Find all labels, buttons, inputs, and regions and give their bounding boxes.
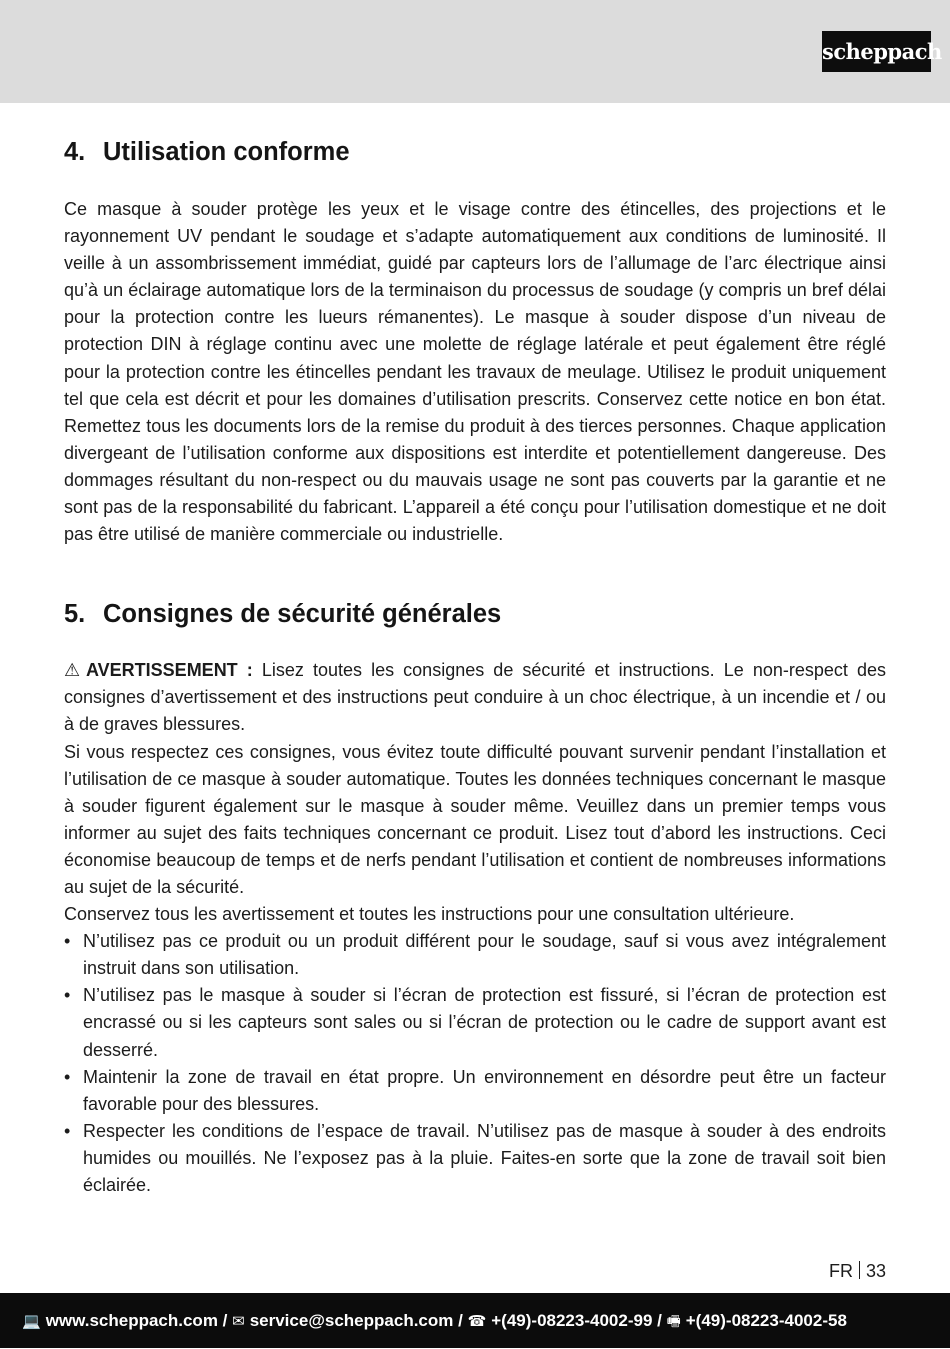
footer-website-link[interactable]: www.scheppach.com /	[45, 1311, 228, 1330]
section-4-paragraph: Ce masque à souder protège les yeux et le visage contre des étincelles, des projections et le rayonnement UV pendant le soudage et s’adapte automatiquement aux conditions de luminosité. Il veille à un assombrissement immédiat, guidé par capteurs lors de l’allumage de l’arc électrique ainsi qu’à un éclairage automatique lors de la terminaison du processus de soudage (y compris un bref délai pour la protection contre les lueurs rémanentes). Le masque à souder dispose d’un niveau de protection DIN à réglage continu avec une molette de réglage latérale et peut également être réglé pour la protection contre les étincelles pendant les travaux de meulage. Utilisez le produit uniquement tel que cela est décrit et pour les domaines d’utilisation prescrits. Conservez cette notice en bon état. Remettez tous les documents lors de la remise du produit à des tierces personnes. Chaque application divergeant de l’utilisation conforme aux dispositions est interdite et potentiellement dangereuse. Des dommages résultant du non-respect ou du mauvais usage ne sont pas couverts par la garantie et ne sont pas de la responsabilité du fabricant. L’appareil a été conçu pour l’utilisation domestique et ne doit pas être utilisé de manière commerciale ou industrielle.	[64, 199, 886, 545]
document-content	[64, 128, 886, 1199]
page-number-value: 33	[865, 1261, 886, 1281]
page-number	[829, 1261, 886, 1282]
safety-paragraph: Si vous respectez ces consignes, vous évitez toute difficulté pouvant survenir pendant l’installation et l’utilisation de ce masque à souder automatique. Toutes les données techniques concernant le masque à souder figurent également sur le masque à souder même. Veuillez dans un premier temps vous informer au sujet des faits techniques concernant ce produit. Lisez tout d’abord les instructions. Ceci économise beaucoup de temps et de nerfs pendant l’utilisation et contient de nombreuses informations au sujet de la sécurité.	[64, 741, 886, 897]
section-4-heading	[64, 128, 886, 176]
brand-logo: scheppach	[822, 31, 931, 72]
list-item-text: N’utilisez pas le masque à souder si l’écran de protection est fissuré, si l’écran de protection est encrassé ou si les capteurs sont sales ou si l’écran de protection ou le cadre de support avant est desserré.	[83, 985, 886, 1060]
footer-email-link[interactable]: service@scheppach.com /	[249, 1311, 463, 1330]
page-number-divider	[859, 1261, 860, 1279]
page-language: FR	[828, 1261, 853, 1281]
list-item-text: Respecter les conditions de l’espace de travail. N’utilisez pas de masque à souder à des endroits humides ou mouillés. Ne l’exposez pas à la pluie. Faites-en sorte que la zone de travail soit bien éclairée.	[83, 1120, 886, 1195]
list-item-text: N’utilisez pas ce produit ou un produit différent pour le soudage, sauf si vous avez intégralement instruit dans son utilisation.	[83, 931, 886, 979]
header-band	[0, 0, 950, 103]
footer-phone: +(49)-08223-4002-99 /	[491, 1311, 662, 1330]
computer-icon: 💻	[22, 1313, 41, 1330]
list-item	[64, 1118, 886, 1199]
bullet-icon: •	[64, 985, 71, 1006]
keep-instructions-paragraph: Conservez tous les avertissement et toutes les instructions pour une consultation ultérieure.	[64, 904, 795, 925]
bullet-icon: •	[64, 931, 71, 952]
bullet-icon: •	[64, 1120, 71, 1141]
section-5-title: Consignes de sécurité générales	[103, 600, 502, 629]
footer-contact-bar	[0, 1293, 950, 1348]
section-5-number: 5.	[64, 600, 86, 629]
list-item	[64, 928, 886, 982]
warning-label: AVERTISSEMENT :	[86, 660, 253, 681]
section-4-number: 4.	[64, 138, 86, 166]
fax-icon: 🖷	[666, 1313, 681, 1330]
warning-triangle-icon: ⚠	[64, 660, 81, 681]
safety-bullet-list	[64, 928, 886, 1199]
warning-paragraph	[64, 657, 886, 738]
warning-text: Lisez toutes les consignes de sécurité et instructions. Le non-respect des consignes d’avertissement et des instructions peut conduire à un choc électrique, à un incendie et / ou à de graves blessures.	[64, 660, 886, 735]
footer-fax: +(49)-08223-4002-58	[685, 1311, 847, 1330]
phone-icon: ☎	[467, 1313, 487, 1330]
list-item	[64, 1064, 886, 1118]
section-5-heading	[64, 590, 886, 638]
list-item	[64, 982, 886, 1063]
mail-icon: ✉	[232, 1313, 245, 1330]
section-4-title: Utilisation conforme	[103, 138, 350, 166]
bullet-icon: •	[64, 1066, 71, 1087]
list-item-text: Maintenir la zone de travail en état propre. Un environnement en désordre peut être un facteur favorable pour des blessures.	[83, 1066, 886, 1114]
